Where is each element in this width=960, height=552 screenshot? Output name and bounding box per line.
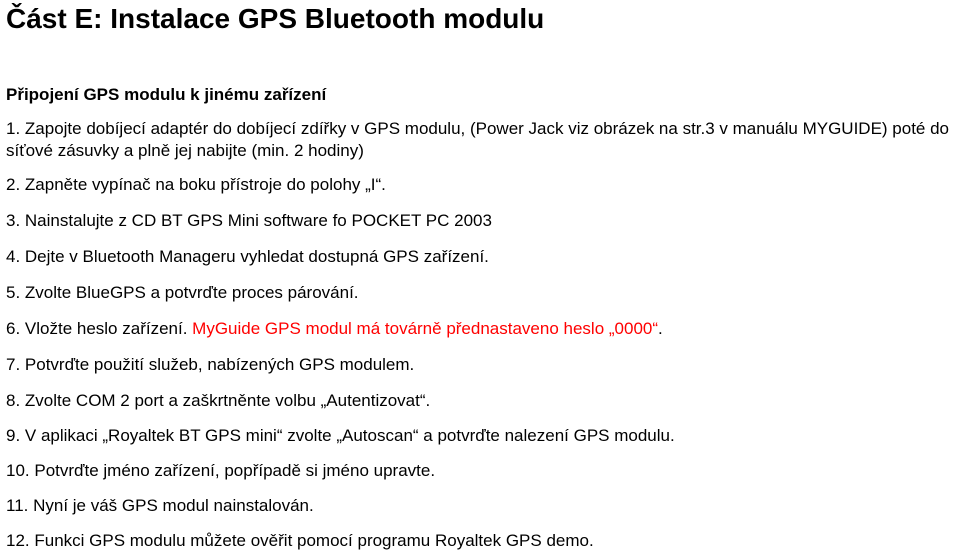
step-6-period: .: [658, 319, 663, 338]
step-8: 8. Zvolte COM 2 port a zaškrtněnte volbu „Autentizovat“.: [6, 391, 431, 410]
step-4: 4. Dejte v Bluetooth Manageru vyhledat dostupná GPS zařízení.: [6, 247, 489, 266]
section-heading: Připojení GPS modulu k jinému zařízení: [6, 85, 327, 104]
step-2: 2. Zapněte vypínač na boku přístroje do polohy „I“.: [6, 175, 386, 194]
step-1: 1. Zapojte dobíjecí adaptér do dobíjecí zdířky v GPS modulu, (Power Jack viz obrázek na str.3 v manuálu MYGUIDE) poté do síťové zásuvky a plně jej nabijte (min. 2 hodiny): [6, 119, 950, 160]
step-6-text: 6. Vložte heslo zařízení.: [6, 319, 193, 338]
page-title: Část E: Instalace GPS Bluetooth modulu: [6, 3, 545, 34]
step-6-password-note: MyGuide GPS modul má továrně přednastaveno heslo „0000“: [192, 319, 659, 338]
step-6: [6, 318, 958, 340]
step-9: 9. V aplikaci „Royaltek BT GPS mini“ zvolte „Autoscan“ a potvrďte nalezení GPS modulu.: [6, 426, 675, 445]
step-5: 5. Zvolte BlueGPS a potvrďte proces párování.: [6, 283, 359, 302]
step-12: 12. Funkci GPS modulu můžete ověřit pomocí programu Royaltek GPS demo.: [6, 531, 594, 550]
step-11: 11. Nyní je váš GPS modul nainstalován.: [6, 496, 314, 515]
step-3: 3. Nainstalujte z CD BT GPS Mini software fo POCKET PC 2003: [6, 211, 492, 230]
step-7: 7. Potvrďte použití služeb, nabízených GPS modulem.: [6, 355, 415, 374]
step-10: 10. Potvrďte jméno zařízení, popřípadě si jméno upravte.: [6, 461, 436, 480]
